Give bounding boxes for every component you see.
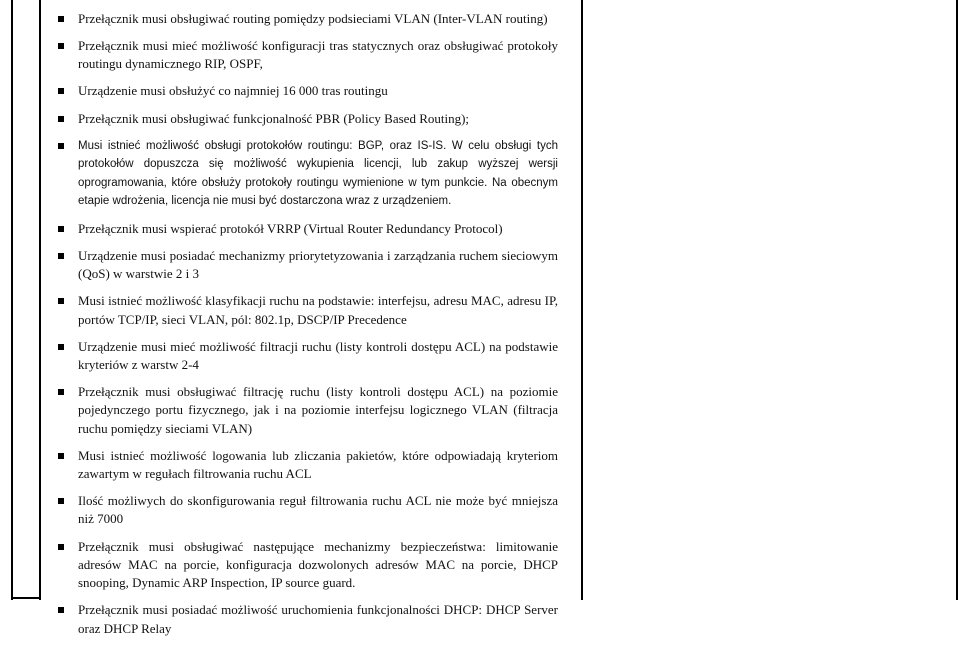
- list-item-text: Musi istnieć możliwość logowania lub zliczania pakietów, które odpowiadają kryteriom zawartym w regułach filtrowania ruchu ACL: [78, 447, 558, 482]
- list-item-text: Musi istnieć możliwość obsługi protokołów routingu: BGP, oraz IS-IS. W celu obsługi tych protokołów dopuszcza się możliwość wykupienia licencji, lub zakup wyższej wersji oprogramowania, które obsłuży protokoły routingu wymienione w tym punkcie. Na obecnym etapie wdrożenia, licencja nie musi być dostarczona wraz z urządzeniem.: [78, 139, 558, 208]
- bullet-icon: [58, 253, 64, 259]
- list-item: [58, 10, 558, 28]
- bullet-icon: [58, 226, 64, 232]
- bullet-icon: [58, 16, 64, 22]
- list-item-text: Ilość możliwych do skonfigurowania reguł filtrowania ruchu ACL nie może być mniejsza niż 7000: [78, 493, 558, 527]
- list-item-text: Urządzenie musi obsłużyć co najmniej 16 000 tras routingu: [78, 83, 388, 99]
- list-item-text: Przełącznik musi obsługiwać filtrację ruchu (listy kontroli dostępu ACL) na poziomie pojedynczego portu fizycznego, jak i na poziomie interfejsu logicznego VLAN (filtracja ruchu pomiędzy sieciami VLAN): [78, 384, 558, 436]
- table-border-right: [956, 0, 958, 600]
- list-item-text: Urządzenie musi mieć możliwość filtracji ruchu (listy kontroli dostępu ACL) na podstawie kryteriów z warstw 2-4: [78, 338, 558, 373]
- list-item: [58, 383, 558, 438]
- list-item: [58, 338, 558, 375]
- list-item-text: Przełącznik musi posiadać możliwość uruchomienia funkcjonalności DHCP: DHCP Server oraz DHCP Relay: [78, 602, 558, 636]
- list-item-text: Przełącznik musi wspierać protokół VRRP (Virtual Router Redundancy Protocol): [78, 220, 503, 236]
- list-item: [58, 247, 558, 284]
- list-item: [58, 37, 558, 74]
- list-item: [58, 292, 558, 329]
- list-item: [58, 538, 558, 593]
- bullet-icon: [58, 544, 64, 550]
- list-item-text: Urządzenie musi posiadać mechanizmy priorytetyzowania i zarządzania ruchem sieciowym (QoS) w warstwie 2 i 3: [78, 247, 558, 282]
- list-item-text: Przełącznik musi obsługiwać routing pomiędzy podsieciami VLAN (Inter-VLAN routing): [78, 11, 548, 26]
- table-row-border-bottom: [11, 597, 41, 599]
- list-item: [58, 137, 558, 211]
- table-border-left: [11, 0, 13, 600]
- list-item: [58, 447, 558, 484]
- bullet-icon: [58, 298, 64, 304]
- list-item: [58, 492, 558, 529]
- list-item: [58, 110, 558, 128]
- bullet-icon: [58, 498, 64, 504]
- list-item: [58, 601, 558, 638]
- bullet-icon: [58, 344, 64, 350]
- table-column-divider-1: [39, 0, 41, 600]
- list-item-text: Przełącznik musi mieć możliwość konfiguracji tras statycznych oraz obsługiwać protokoły routingu dynamicznego RIP, OSPF,: [78, 38, 558, 72]
- list-item-text: Musi istnieć możliwość klasyfikacji ruchu na podstawie: interfejsu, adresu MAC, adresu IP, portów TCP/IP, sieci VLAN, pól: 802.1p, DSCP/IP Precedence: [78, 293, 558, 327]
- list-item-text: Przełącznik musi obsługiwać funkcjonalność PBR (Policy Based Routing);: [78, 110, 470, 126]
- list-item-text: Przełącznik musi obsługiwać następujące mechanizmy bezpieczeństwa: limitowanie adresów MAC na porcie, konfiguracja dozwolonych adresów MAC na porcie, DHCP snooping, Dynamic ARP Inspection, IP source guard.: [78, 538, 558, 591]
- table-column-divider-2: [581, 0, 583, 600]
- list-item: [58, 220, 558, 238]
- bullet-icon: [58, 116, 64, 122]
- bullet-icon: [58, 43, 64, 49]
- bullet-icon: [58, 607, 64, 613]
- bullet-icon: [58, 389, 64, 395]
- requirements-list: [58, 10, 558, 647]
- bullet-icon: [58, 453, 64, 459]
- bullet-icon: [58, 143, 64, 149]
- list-item: [58, 82, 558, 100]
- bullet-icon: [58, 88, 64, 94]
